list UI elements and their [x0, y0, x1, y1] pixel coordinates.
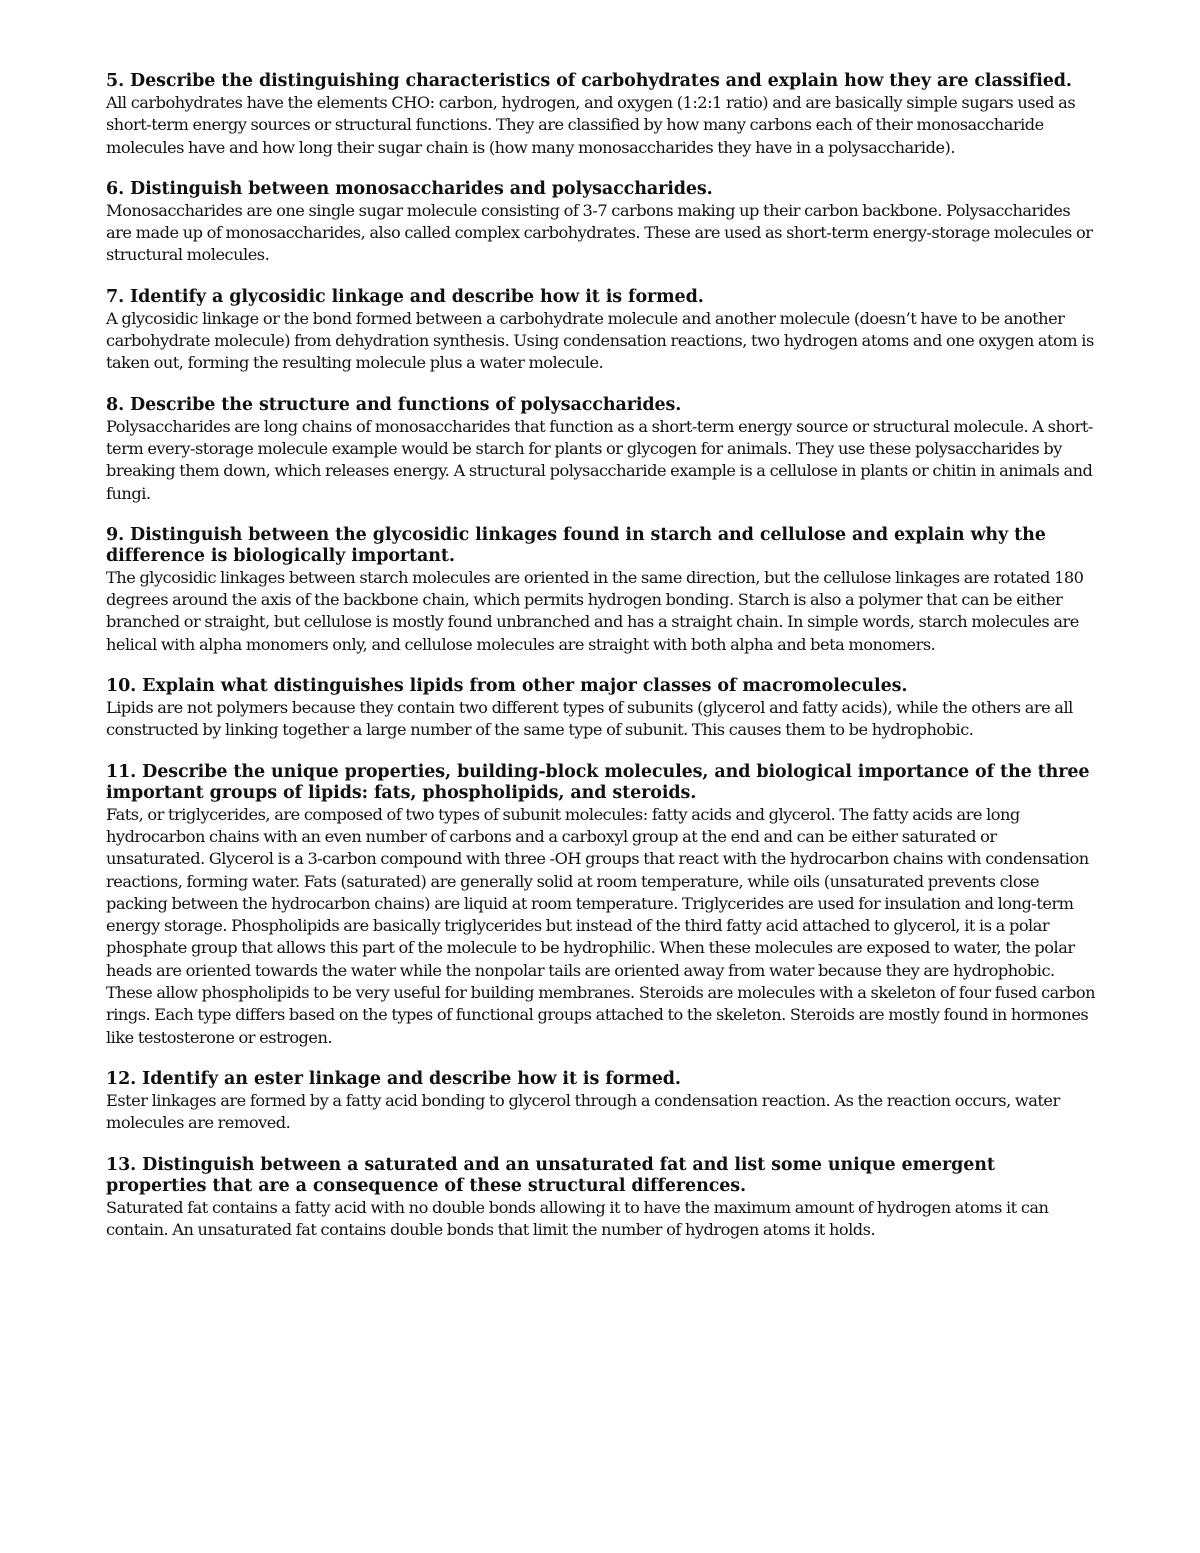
qa-item-11 [106, 762, 1096, 1049]
answer-paragraph: The glycosidic linkages between starch molecules are oriented in the same direction, but the cellulose linkages are rotated 180 degrees around the axis of the backbone chain, which permits hydrogen bonding. Starch is also a polymer that can be either branched or straight, but cellulose is mostly found unbranched and has a straight chain. In simple words, starch molecules are helical with alpha monomers only, and cellulose molecules are straight with both alpha and beta monomers. [106, 567, 1084, 654]
question-heading: 11. Describe the unique properties, building-block molecules, and biological importance of the three important groups of lipids: fats, phospholipids, and steroids. [106, 761, 1090, 803]
answer-paragraph: All carbohydrates have the elements CHO: carbon, hydrogen, and oxygen (1:2:1 ratio) and are basically simple sugars used as short-term energy sources or structural functions. They are classified by how many carbons each of their monosaccharide molecules have and how long their sugar chain is (how many monosaccharides they have in a polysaccharide). [106, 93, 1076, 157]
qa-item-8 [106, 395, 1096, 505]
answer-paragraph: Monosaccharides are one single sugar molecule consisting of 3-7 carbons making up their carbon backbone. Polysaccharides are made up of monosaccharides, also called complex carbohydrates. These are used as short-term energy-storage molecules or structural molecules. [106, 200, 1093, 265]
answer-paragraph: Ester linkages are formed by a fatty acid bonding to glycerol through a condensation reaction. As the reaction occurs, water molecules are removed. [106, 1090, 1060, 1133]
qa-item-6 [106, 179, 1096, 267]
answer-paragraph: A glycosidic linkage or the bond formed between a carbohydrate molecule and another molecule (doesn’t have to be another carbohydrate molecule) from dehydration synthesis. Using condensation reactions, two hydrogen atoms and one oxygen atom is taken out, forming the resulting molecule plus a water molecule. [106, 308, 1094, 373]
qa-item-7 [106, 287, 1096, 375]
answer-paragraph: Polysaccharides are long chains of monosaccharides that function as a short-term energy source or structural molecule. A short-term every-storage molecule example would be starch for plants or glycogen for animals. They use these polysaccharides by breaking them down, which releases energy. A structural polysaccharide example is a cellulose in plants or chitin in animals and fungi. [106, 416, 1093, 503]
qa-item-13 [106, 1155, 1096, 1242]
document-page [106, 71, 1096, 1261]
qa-item-10 [106, 676, 1096, 742]
question-heading: 10. Explain what distinguishes lipids from other major classes of macromolecules. [106, 676, 908, 697]
qa-item-12 [106, 1069, 1096, 1135]
answer-paragraph: Saturated fat contains a fatty acid with no double bonds allowing it to have the maximum amount of hydrogen atoms it can contain. An unsaturated fat contains double bonds that limit the number of hydrogen atoms it holds. [106, 1197, 1049, 1239]
question-heading: 8. Describe the structure and functions of polysaccharides. [106, 394, 682, 415]
question-heading: 7. Identify a glycosidic linkage and describe how it is formed. [106, 286, 704, 307]
question-heading: 6. Distinguish between monosaccharides and polysaccharides. [106, 178, 713, 199]
answer-paragraph: Lipids are not polymers because they contain two different types of subunits (glycerol and fatty acids), while the others are all constructed by linking together a large number of the same type of subunit. This causes them to be hydrophobic. [106, 698, 1073, 740]
question-heading: 13. Distinguish between a saturated and an unsaturated fat and list some unique emergent properties that are a consequence of these structural differences. [106, 1154, 995, 1196]
question-heading: 5. Describe the distinguishing characteristics of carbohydrates and explain how they are classified. [106, 71, 1072, 91]
qa-item-9 [106, 525, 1096, 656]
answer-paragraph: Fats, or triglycerides, are composed of two types of subunit molecules: fatty acids and glycerol. The fatty acids are long hydrocarbon chains with an even number of carbons and a carboxyl group at the end and can be either saturated or unsaturated. Glycerol is a 3-carbon compound with three -OH groups that react with the hydrocarbon chains with condensation reactions, forming water. Fats (saturated) are generally solid at room temperature, while oils (unsaturated prevents close packing between the hydrocarbon chains) are liquid at room temperature. Triglycerides are used for insulation and long-term energy storage. Phospholipids are basically triglycerides but instead of the third fatty acid attached to glycerol, it is a polar phosphate group that allows this part of the molecule to be hydrophilic. When these molecules are exposed to water, the polar heads are oriented towards the water while the nonpolar tails are oriented away from water because they are hydrophobic. These allow phospholipids to be very useful for building membranes. Steroids are molecules with a skeleton of four fused carbon rings. Each type differs based on the types of functional groups attached to the skeleton. Steroids are mostly found in hormones like testosterone or estrogen. [106, 804, 1096, 1047]
question-heading: 9. Distinguish between the glycosidic linkages found in starch and cellulose and explain why the difference is biologically important. [106, 524, 1046, 566]
question-heading: 12. Identify an ester linkage and describe how it is formed. [106, 1068, 681, 1089]
qa-item-5 [106, 71, 1096, 159]
